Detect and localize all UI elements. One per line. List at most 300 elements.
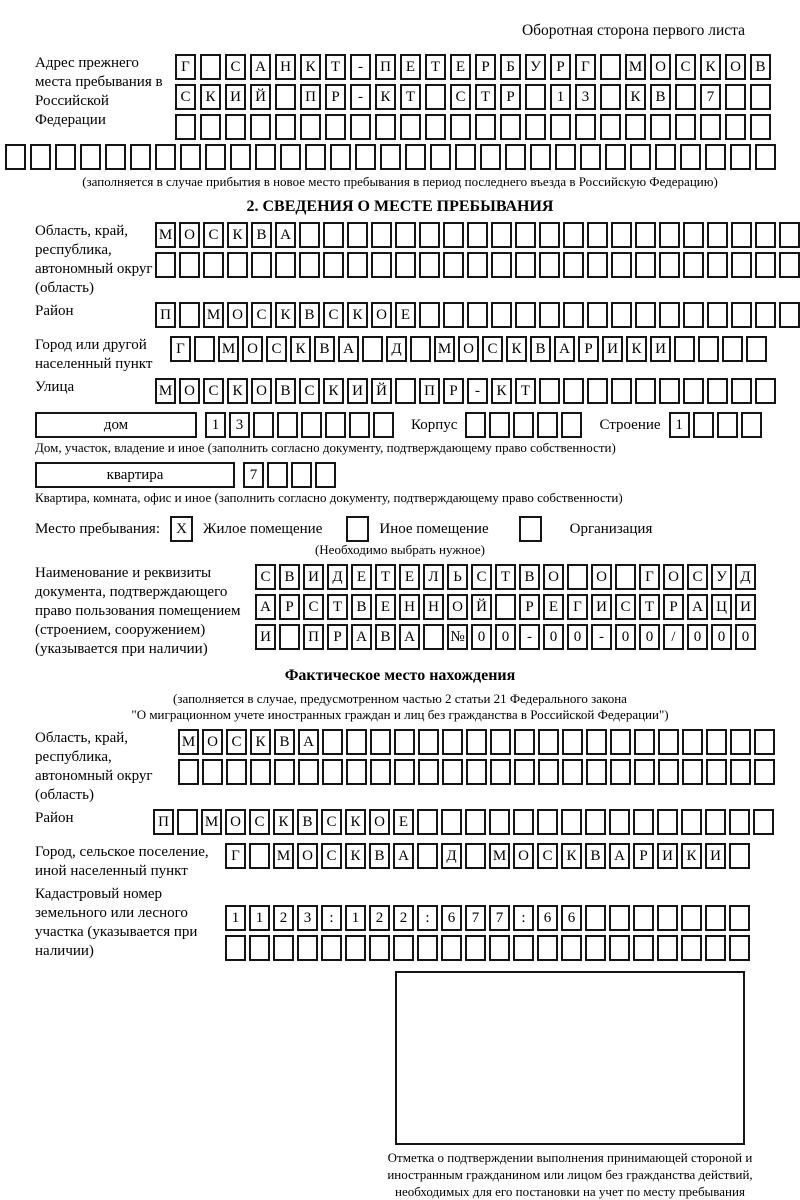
char-cell[interactable]: Т [400, 84, 421, 110]
char-cell[interactable]: Ц [711, 594, 732, 620]
char-cell[interactable] [275, 114, 296, 140]
char-cell[interactable] [105, 144, 126, 170]
char-cell[interactable]: П [303, 624, 324, 650]
char-cell[interactable] [300, 114, 321, 140]
checkbox-inoe[interactable] [346, 516, 369, 542]
char-cell[interactable]: Й [250, 84, 271, 110]
char-cell[interactable] [539, 252, 560, 278]
char-cell[interactable] [537, 935, 558, 961]
char-cell[interactable]: Р [663, 594, 684, 620]
char-cell[interactable]: П [419, 378, 440, 404]
char-cell[interactable] [563, 302, 584, 328]
char-cell[interactable]: 6 [561, 905, 582, 931]
char-cell[interactable]: О [725, 54, 746, 80]
char-cell[interactable]: М [273, 843, 294, 869]
char-cell[interactable]: В [274, 729, 295, 755]
char-cell[interactable] [330, 144, 351, 170]
char-cell[interactable]: О [650, 54, 671, 80]
char-cell[interactable]: 6 [537, 905, 558, 931]
char-cell[interactable] [563, 222, 584, 248]
char-cell[interactable]: : [321, 905, 342, 931]
char-cell[interactable]: К [347, 302, 368, 328]
char-cell[interactable] [393, 935, 414, 961]
char-cell[interactable] [658, 729, 679, 755]
char-cell[interactable]: Б [500, 54, 521, 80]
char-cell[interactable] [362, 336, 383, 362]
char-cell[interactable] [705, 905, 726, 931]
char-cell[interactable] [299, 222, 320, 248]
char-cell[interactable]: Е [375, 594, 396, 620]
char-cell[interactable]: 1 [249, 905, 270, 931]
char-cell[interactable]: П [155, 302, 176, 328]
char-cell[interactable]: В [314, 336, 335, 362]
char-cell[interactable]: - [350, 84, 371, 110]
char-cell[interactable]: К [200, 84, 221, 110]
char-cell[interactable]: О [371, 302, 392, 328]
char-cell[interactable]: Д [441, 843, 462, 869]
char-cell[interactable] [267, 462, 288, 488]
char-cell[interactable]: 0 [495, 624, 516, 650]
char-cell[interactable] [537, 809, 558, 835]
char-cell[interactable]: Е [399, 564, 420, 590]
char-cell[interactable] [325, 114, 346, 140]
char-cell[interactable]: А [298, 729, 319, 755]
char-cell[interactable] [655, 144, 676, 170]
char-cell[interactable]: К [491, 378, 512, 404]
char-cell[interactable]: С [225, 54, 246, 80]
char-cell[interactable] [55, 144, 76, 170]
char-cell[interactable]: О [543, 564, 564, 590]
char-cell[interactable] [465, 412, 486, 438]
char-cell[interactable] [515, 222, 536, 248]
char-cell[interactable]: Д [735, 564, 756, 590]
char-cell[interactable] [657, 809, 678, 835]
char-cell[interactable]: Е [393, 809, 414, 835]
char-cell[interactable]: 1 [205, 412, 226, 438]
char-cell[interactable]: Г [639, 564, 660, 590]
char-cell[interactable] [370, 759, 391, 785]
char-cell[interactable] [297, 935, 318, 961]
char-cell[interactable] [515, 252, 536, 278]
char-cell[interactable] [730, 729, 751, 755]
char-cell[interactable]: О [179, 222, 200, 248]
char-cell[interactable] [346, 759, 367, 785]
char-cell[interactable] [754, 759, 775, 785]
char-cell[interactable]: К [506, 336, 527, 362]
char-cell[interactable] [682, 729, 703, 755]
char-cell[interactable]: Т [325, 54, 346, 80]
char-cell[interactable]: А [255, 594, 276, 620]
char-cell[interactable] [491, 302, 512, 328]
char-cell[interactable]: М [155, 222, 176, 248]
char-cell[interactable] [175, 114, 196, 140]
char-cell[interactable]: В [297, 809, 318, 835]
char-cell[interactable]: С [255, 564, 276, 590]
char-cell[interactable] [675, 84, 696, 110]
char-cell[interactable]: С [471, 564, 492, 590]
char-cell[interactable] [657, 935, 678, 961]
char-cell[interactable]: 0 [639, 624, 660, 650]
char-cell[interactable]: С [687, 564, 708, 590]
char-cell[interactable] [490, 759, 511, 785]
char-cell[interactable] [370, 729, 391, 755]
char-cell[interactable] [674, 336, 695, 362]
char-cell[interactable] [371, 222, 392, 248]
char-cell[interactable] [561, 412, 582, 438]
char-cell[interactable] [345, 935, 366, 961]
char-cell[interactable]: Г [225, 843, 246, 869]
char-cell[interactable] [500, 114, 521, 140]
char-cell[interactable] [615, 564, 636, 590]
char-cell[interactable] [347, 222, 368, 248]
char-cell[interactable] [225, 114, 246, 140]
char-cell[interactable] [350, 114, 371, 140]
char-cell[interactable]: К [626, 336, 647, 362]
char-cell[interactable]: К [625, 84, 646, 110]
char-cell[interactable] [725, 114, 746, 140]
char-cell[interactable] [417, 843, 438, 869]
char-cell[interactable]: Е [400, 54, 421, 80]
char-cell[interactable] [315, 462, 336, 488]
char-cell[interactable] [513, 412, 534, 438]
char-cell[interactable]: Р [519, 594, 540, 620]
char-cell[interactable]: Р [327, 624, 348, 650]
char-cell[interactable] [275, 84, 296, 110]
char-cell[interactable]: П [300, 84, 321, 110]
char-cell[interactable] [586, 729, 607, 755]
char-cell[interactable] [750, 84, 771, 110]
char-cell[interactable]: Ь [447, 564, 468, 590]
char-cell[interactable]: 3 [297, 905, 318, 931]
char-cell[interactable] [635, 302, 656, 328]
char-cell[interactable]: И [347, 378, 368, 404]
char-cell[interactable] [561, 809, 582, 835]
char-cell[interactable] [634, 729, 655, 755]
char-cell[interactable] [275, 252, 296, 278]
char-cell[interactable]: Е [543, 594, 564, 620]
char-cell[interactable] [681, 809, 702, 835]
char-cell[interactable] [177, 809, 198, 835]
char-cell[interactable]: В [275, 378, 296, 404]
char-cell[interactable] [682, 759, 703, 785]
char-cell[interactable] [225, 935, 246, 961]
char-cell[interactable]: С [675, 54, 696, 80]
char-cell[interactable] [633, 935, 654, 961]
char-cell[interactable]: Н [423, 594, 444, 620]
char-cell[interactable]: С [321, 843, 342, 869]
char-cell[interactable] [675, 114, 696, 140]
char-cell[interactable]: С [266, 336, 287, 362]
char-cell[interactable] [375, 114, 396, 140]
char-cell[interactable]: Р [443, 378, 464, 404]
char-cell[interactable]: Г [567, 594, 588, 620]
char-cell[interactable] [538, 759, 559, 785]
char-cell[interactable]: О [447, 594, 468, 620]
char-cell[interactable]: 7 [489, 905, 510, 931]
char-cell[interactable] [725, 84, 746, 110]
char-cell[interactable]: 7 [243, 462, 264, 488]
char-cell[interactable] [705, 144, 726, 170]
char-cell[interactable]: В [351, 594, 372, 620]
char-cell[interactable] [249, 935, 270, 961]
char-cell[interactable] [683, 378, 704, 404]
char-cell[interactable]: М [203, 302, 224, 328]
char-cell[interactable] [202, 759, 223, 785]
char-cell[interactable]: А [687, 594, 708, 620]
char-cell[interactable]: 0 [687, 624, 708, 650]
char-cell[interactable] [441, 935, 462, 961]
char-cell[interactable] [587, 378, 608, 404]
char-cell[interactable] [567, 564, 588, 590]
char-cell[interactable] [250, 759, 271, 785]
char-cell[interactable]: К [681, 843, 702, 869]
char-cell[interactable] [729, 843, 750, 869]
char-cell[interactable] [178, 759, 199, 785]
char-cell[interactable]: С [203, 378, 224, 404]
char-cell[interactable]: 6 [441, 905, 462, 931]
char-cell[interactable] [394, 759, 415, 785]
char-cell[interactable]: / [663, 624, 684, 650]
char-cell[interactable]: Р [279, 594, 300, 620]
char-cell[interactable] [513, 809, 534, 835]
char-cell[interactable] [746, 336, 767, 362]
char-cell[interactable]: 0 [711, 624, 732, 650]
char-cell[interactable] [255, 144, 276, 170]
char-cell[interactable]: В [650, 84, 671, 110]
char-cell[interactable] [491, 222, 512, 248]
char-cell[interactable] [419, 222, 440, 248]
char-cell[interactable] [179, 302, 200, 328]
char-cell[interactable]: И [705, 843, 726, 869]
char-cell[interactable] [729, 935, 750, 961]
char-cell[interactable] [730, 144, 751, 170]
char-cell[interactable] [513, 935, 534, 961]
checkbox-zhiloe[interactable]: X [170, 516, 193, 542]
char-cell[interactable] [395, 252, 416, 278]
char-cell[interactable] [683, 302, 704, 328]
char-cell[interactable]: 1 [550, 84, 571, 110]
char-cell[interactable] [525, 84, 546, 110]
char-cell[interactable] [755, 302, 776, 328]
char-cell[interactable] [755, 144, 776, 170]
char-cell[interactable] [610, 729, 631, 755]
char-cell[interactable]: - [467, 378, 488, 404]
char-cell[interactable] [611, 252, 632, 278]
char-cell[interactable] [467, 222, 488, 248]
char-cell[interactable] [495, 594, 516, 620]
char-cell[interactable] [635, 222, 656, 248]
char-cell[interactable] [371, 252, 392, 278]
char-cell[interactable] [731, 302, 752, 328]
char-cell[interactable]: И [650, 336, 671, 362]
char-cell[interactable]: М [489, 843, 510, 869]
char-cell[interactable]: - [591, 624, 612, 650]
char-cell[interactable] [347, 252, 368, 278]
char-cell[interactable] [659, 222, 680, 248]
char-cell[interactable]: К [273, 809, 294, 835]
char-cell[interactable]: С [226, 729, 247, 755]
char-cell[interactable]: К [561, 843, 582, 869]
char-cell[interactable] [425, 114, 446, 140]
char-cell[interactable] [705, 809, 726, 835]
char-cell[interactable] [394, 729, 415, 755]
char-cell[interactable] [465, 809, 486, 835]
char-cell[interactable] [322, 759, 343, 785]
char-cell[interactable] [633, 809, 654, 835]
char-cell[interactable] [515, 302, 536, 328]
char-cell[interactable] [693, 412, 714, 438]
char-cell[interactable]: И [255, 624, 276, 650]
char-cell[interactable] [609, 809, 630, 835]
char-cell[interactable]: Т [327, 594, 348, 620]
char-cell[interactable] [706, 759, 727, 785]
char-cell[interactable]: 0 [543, 624, 564, 650]
char-cell[interactable] [299, 252, 320, 278]
char-cell[interactable] [80, 144, 101, 170]
char-cell[interactable]: 3 [575, 84, 596, 110]
char-cell[interactable] [562, 729, 583, 755]
char-cell[interactable]: И [225, 84, 246, 110]
char-cell[interactable] [253, 412, 274, 438]
char-cell[interactable] [659, 302, 680, 328]
char-cell[interactable] [226, 759, 247, 785]
char-cell[interactable] [610, 759, 631, 785]
char-cell[interactable] [729, 905, 750, 931]
char-cell[interactable]: 0 [615, 624, 636, 650]
char-cell[interactable] [514, 729, 535, 755]
char-cell[interactable]: К [250, 729, 271, 755]
char-cell[interactable]: В [750, 54, 771, 80]
char-cell[interactable]: С [321, 809, 342, 835]
char-cell[interactable] [705, 935, 726, 961]
char-cell[interactable] [480, 144, 501, 170]
char-cell[interactable]: Р [578, 336, 599, 362]
char-cell[interactable]: П [375, 54, 396, 80]
char-cell[interactable] [555, 144, 576, 170]
char-cell[interactable] [611, 222, 632, 248]
char-cell[interactable]: К [290, 336, 311, 362]
char-cell[interactable]: Л [423, 564, 444, 590]
char-cell[interactable]: 1 [669, 412, 690, 438]
char-cell[interactable]: 2 [393, 905, 414, 931]
char-cell[interactable]: 0 [471, 624, 492, 650]
char-cell[interactable] [373, 412, 394, 438]
char-cell[interactable]: 2 [369, 905, 390, 931]
char-cell[interactable] [227, 252, 248, 278]
char-cell[interactable] [467, 302, 488, 328]
char-cell[interactable] [322, 729, 343, 755]
char-cell[interactable] [707, 252, 728, 278]
char-cell[interactable] [707, 222, 728, 248]
char-cell[interactable] [680, 144, 701, 170]
char-cell[interactable] [657, 905, 678, 931]
char-cell[interactable] [659, 378, 680, 404]
char-cell[interactable] [418, 729, 439, 755]
char-cell[interactable]: Н [399, 594, 420, 620]
char-cell[interactable] [279, 624, 300, 650]
char-cell[interactable] [349, 412, 370, 438]
char-cell[interactable]: - [519, 624, 540, 650]
char-cell[interactable] [611, 378, 632, 404]
char-cell[interactable] [753, 809, 774, 835]
char-cell[interactable]: С [323, 302, 344, 328]
char-cell[interactable] [539, 378, 560, 404]
char-cell[interactable]: К [345, 843, 366, 869]
char-cell[interactable]: К [323, 378, 344, 404]
char-cell[interactable] [658, 759, 679, 785]
char-cell[interactable]: Н [275, 54, 296, 80]
char-cell[interactable]: А [250, 54, 271, 80]
char-cell[interactable] [400, 114, 421, 140]
char-cell[interactable] [130, 144, 151, 170]
checkbox-organizatsiya[interactable] [519, 516, 542, 542]
char-cell[interactable] [707, 302, 728, 328]
char-cell[interactable] [698, 336, 719, 362]
char-cell[interactable] [575, 114, 596, 140]
char-cell[interactable]: 7 [700, 84, 721, 110]
char-cell[interactable]: Д [386, 336, 407, 362]
char-cell[interactable] [625, 114, 646, 140]
char-cell[interactable]: О [513, 843, 534, 869]
char-cell[interactable]: И [303, 564, 324, 590]
char-cell[interactable] [200, 54, 221, 80]
char-cell[interactable] [754, 729, 775, 755]
char-cell[interactable]: В [369, 843, 390, 869]
char-cell[interactable]: Е [450, 54, 471, 80]
char-cell[interactable] [419, 252, 440, 278]
char-cell[interactable]: Е [395, 302, 416, 328]
char-cell[interactable] [563, 378, 584, 404]
char-cell[interactable]: О [251, 378, 272, 404]
char-cell[interactable] [417, 935, 438, 961]
char-cell[interactable] [514, 759, 535, 785]
char-cell[interactable] [280, 144, 301, 170]
char-cell[interactable] [203, 252, 224, 278]
char-cell[interactable] [585, 809, 606, 835]
char-cell[interactable] [585, 935, 606, 961]
char-cell[interactable] [635, 378, 656, 404]
char-cell[interactable]: И [657, 843, 678, 869]
char-cell[interactable]: Г [575, 54, 596, 80]
char-cell[interactable] [779, 222, 800, 248]
char-cell[interactable]: Г [175, 54, 196, 80]
char-cell[interactable] [443, 222, 464, 248]
char-cell[interactable] [442, 729, 463, 755]
char-cell[interactable] [325, 412, 346, 438]
char-cell[interactable] [650, 114, 671, 140]
char-cell[interactable] [731, 252, 752, 278]
char-cell[interactable] [205, 144, 226, 170]
char-cell[interactable]: 0 [567, 624, 588, 650]
char-cell[interactable]: С [303, 594, 324, 620]
char-cell[interactable] [722, 336, 743, 362]
char-cell[interactable]: К [300, 54, 321, 80]
char-cell[interactable] [490, 729, 511, 755]
char-cell[interactable] [441, 809, 462, 835]
char-cell[interactable] [465, 843, 486, 869]
char-cell[interactable] [707, 378, 728, 404]
char-cell[interactable]: И [602, 336, 623, 362]
char-cell[interactable]: С [482, 336, 503, 362]
char-cell[interactable]: К [345, 809, 366, 835]
char-cell[interactable] [489, 935, 510, 961]
char-cell[interactable] [586, 759, 607, 785]
char-cell[interactable] [395, 378, 416, 404]
char-cell[interactable]: В [251, 222, 272, 248]
char-cell[interactable]: 3 [229, 412, 250, 438]
char-cell[interactable] [530, 144, 551, 170]
char-cell[interactable]: А [275, 222, 296, 248]
